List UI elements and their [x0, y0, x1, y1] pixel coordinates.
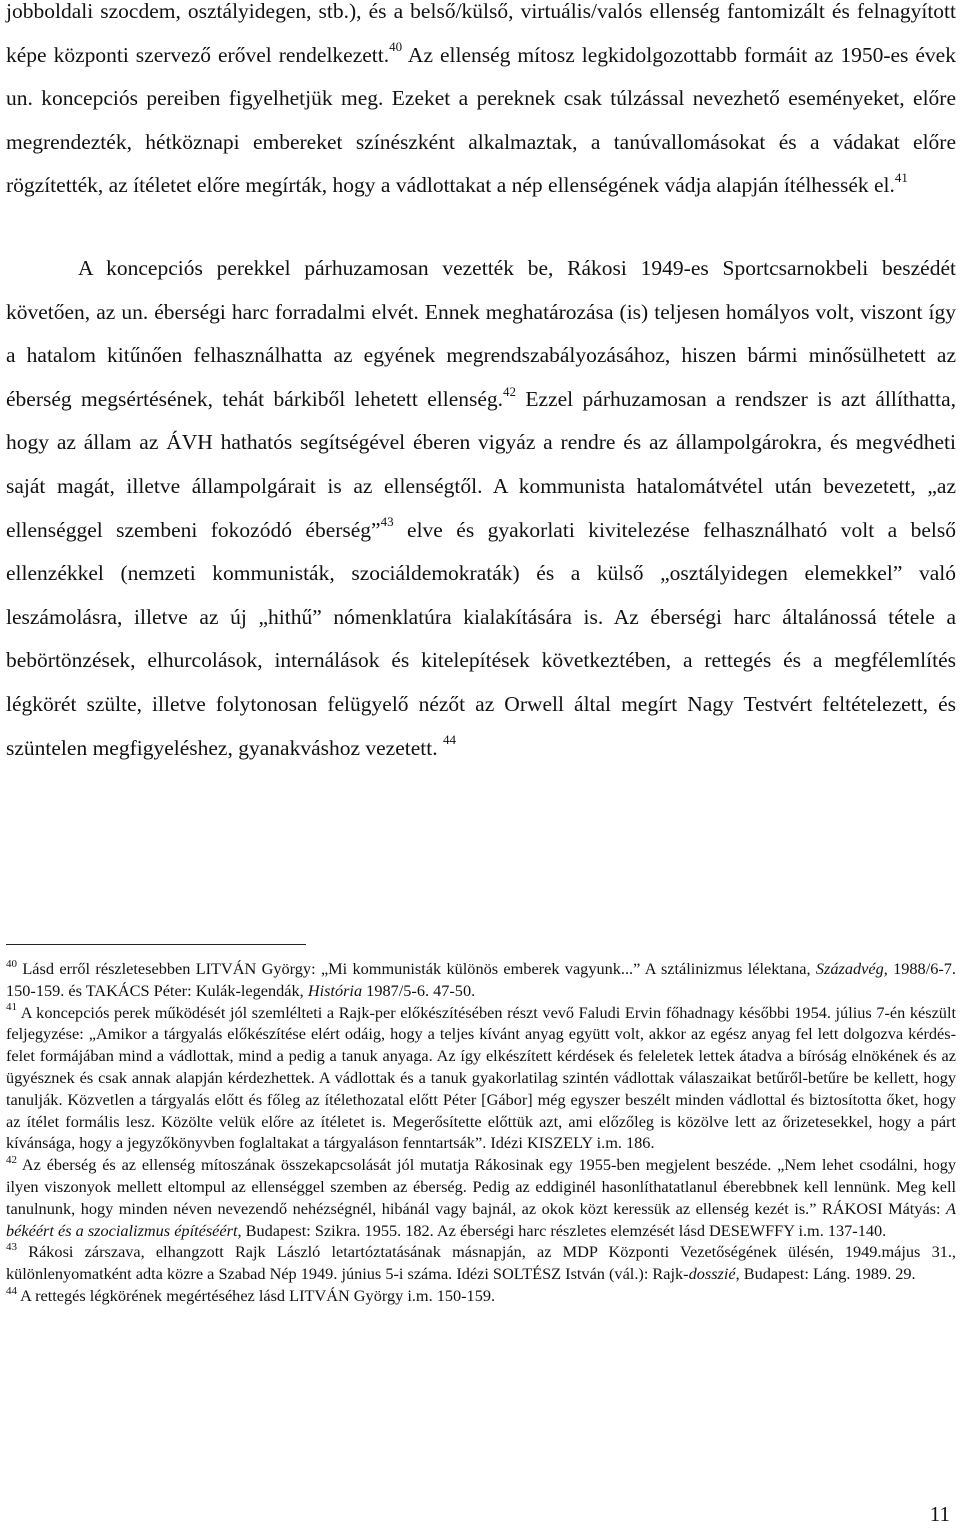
- footnotes: [6, 958, 956, 1307]
- footnote-reference-41[interactable]: 41: [894, 170, 908, 186]
- footnote-number: 40: [6, 957, 17, 970]
- footnote-text: Az éberség és az ellenség mítoszának összekapcsolását jól mutatja Rákosinak egy 1955-ben megjelent beszéde. „Nem lehet csodálni, hogy ilyen viszonyok mellett eltompul az ellenséggel szemben az éberség. Pedig az eddiginél hasonlíthatatlanul éberebbnek kell lennünk. Meg kell tanulnunk, hogy minden néven nevezendő nehézségnél, hibánál vagy bajnál, az okok közt keressük az ellenség kezét is.” RÁKOSI Mátyás:: [6, 1155, 956, 1218]
- paragraph-text: A koncepciós perekkel párhuzamosan vezették be, Rákosi 1949-es Sportcsarnokbeli beszédét követően, az un. éberségi harc forradalmi elvét. Ennek meghatározása (is) teljesen homályos volt, viszont így a hatalom kitűnően felhasználhatta az egyének megrendszabályozásához, hiszen bármi minősülhetett az éberség megsértésének, tehát bárkiből lehetett ellenség.: [6, 256, 956, 411]
- footnote-italic: Századvég: [815, 959, 884, 978]
- footnote-italic: dosszié: [688, 1264, 736, 1284]
- footnote-43: [6, 1241, 956, 1285]
- footnote-text: 1987/5-6. 47-50.: [362, 980, 476, 1000]
- footnote-number: 42: [6, 1153, 17, 1166]
- paragraph-text: elve és gyakorlati kivitelezése felhasználható volt a belső ellenzékkel (nemzeti kommunisták, szociáldemokraták) és a külső „osztályidegen elemekkel” való leszámolásra, illetve az új „hithű” nómenklatúra kialakítására is. Az éberségi harc általánossá tétele a bebörtönzések, elhurcolások, internálások és kitelepítések következtében, a rettegés és a megfélemlítés légkörét szülte, illetve folytonosan felügyelő nézőt az Orwell által megírt Nagy Testvért feltételezett, és szüntelen megfigyeléshez, gyanakváshoz vezetett.: [6, 517, 956, 760]
- footnote-italic: História: [307, 980, 363, 1000]
- footnote-44: [6, 1285, 956, 1307]
- footnote-reference-44[interactable]: 44: [442, 732, 456, 748]
- footnote-reference-43[interactable]: 43: [380, 514, 394, 530]
- footnote-number: 43: [6, 1240, 17, 1253]
- footnote-reference-40[interactable]: 40: [389, 39, 403, 55]
- footnote-italic: A békéért és a szocializmus építéséért: [6, 1198, 956, 1240]
- paragraph-text: jobboldali szocdem, osztályidegen, stb.), és a belső/külső, virtuális/valós ellenség fantomizált és felnagyított képe központi szervező erővel rendelkezett.: [6, 0, 956, 67]
- footnote-40: [6, 958, 956, 1002]
- body-paragraph-2: [6, 247, 956, 770]
- page-number: 11: [929, 1502, 950, 1526]
- paragraph-text: Az ellenség mítosz legkidolgozottabb formáit az 1950-es évek un. koncepciós pereiben figyelhetjük meg. Ezeket a pereknek csak túlzással nevezhető eseményeket, előre megrendezték, hétköznapi embereket színészként alkalmaztak, a tanúvallomásokat és a vádakat előre rögzítették, az ítéletet előre megírták, hogy a vádlottakat a nép ellenségének vádja alapján ítélhessék el.: [6, 42, 956, 198]
- paragraph-text: Ezzel párhuzamosan a rendszer is azt állíthatta, hogy az állam az ÁVH hathatós segítségével éberen vigyáz a rendre és az állampolgárokra, és megvédheti saját magát, illetve állampolgárait is az ellenségtől. A kommunista hatalomátvétel után bevezetett, „az ellenséggel szembeni fokozódó éberség”: [6, 386, 956, 542]
- footnote-text: , Budapest: Láng. 1989. 29.: [735, 1264, 916, 1284]
- footnote-text: A koncepciós perek működését jól szemlélteti a Rajk-per előkészítésében részt vevő Faludi Ervin főhadnagy későbbi 1954. július 7-én készült feljegyzése: „Amikor a tárgyalás előkészítése elért odáig, hogy a teljes kívánt anyag együtt volt, akkor az egész anyag fel lett dolgozva kérdés-felet formájában mind a vádlottak, mind a pedig a tanuk anyaga. Az így elkészített kérdések és feleletek lettek átadva a bíróság elnökének és az ügyésznek és csak annak alapján kérdezhettek. A vádlottak és a tanuk gyakorlatilag szintén vádlottak válaszaikat betűről-betűre be kellett, hogy tanulják. Közvetlen a tárgyalás előtt és főleg az ítélethozatal előtt Péter [Gábor] még egyszer beszélt minden vádlottal és biztosította őket, hogy az ítélet formális lesz. Közölte velük előre az ítéletet is. Megerősítette előttük azt, ami előzőleg is közölve lett az őrizetesekkel, hogy a párt kívánsága, hogy a jegyzőkönyvben foglaltakat a tárgyaláson fenntartsák”. Idézi KISZELY i.m. 186.: [6, 1002, 956, 1153]
- body-paragraph-1: [6, 0, 956, 208]
- footnote-separator: [6, 944, 306, 945]
- footnote-41: [6, 1002, 956, 1155]
- footnote-text: , 1988/6-7. 150-159. és TAKÁCS Péter: Kulák-legendák,: [6, 959, 956, 1000]
- footnote-text: Lásd erről részletesebben LITVÁN György: „Mi kommunisták különös emberek vagyunk...” A sztálinizmus lélektana,: [17, 959, 816, 978]
- footnote-text: A rettegés légkörének megértéséhez lásd LITVÁN György i.m. 150-159.: [17, 1285, 496, 1305]
- footnote-text: , Budapest: Szikra. 1955. 182. Az éberségi harc részletes elemzését lásd DESEWFFY i.m. 137-140.: [237, 1220, 887, 1240]
- footnote-text: Rákosi zárszava, elhangzott Rajk László letartóztatásának másnapján, az MDP Központi Vezetőségének ülésén, 1949.május 31., különlenyomatként adta közre a Szabad Nép 1949. június 5-i száma. Idézi SOLTÉSZ István (vál.): Rajk-: [6, 1242, 956, 1284]
- footnote-reference-42[interactable]: 42: [503, 383, 517, 399]
- footnote-42: [6, 1154, 956, 1241]
- footnote-number: 44: [6, 1284, 17, 1297]
- footnote-number: 41: [6, 1001, 17, 1014]
